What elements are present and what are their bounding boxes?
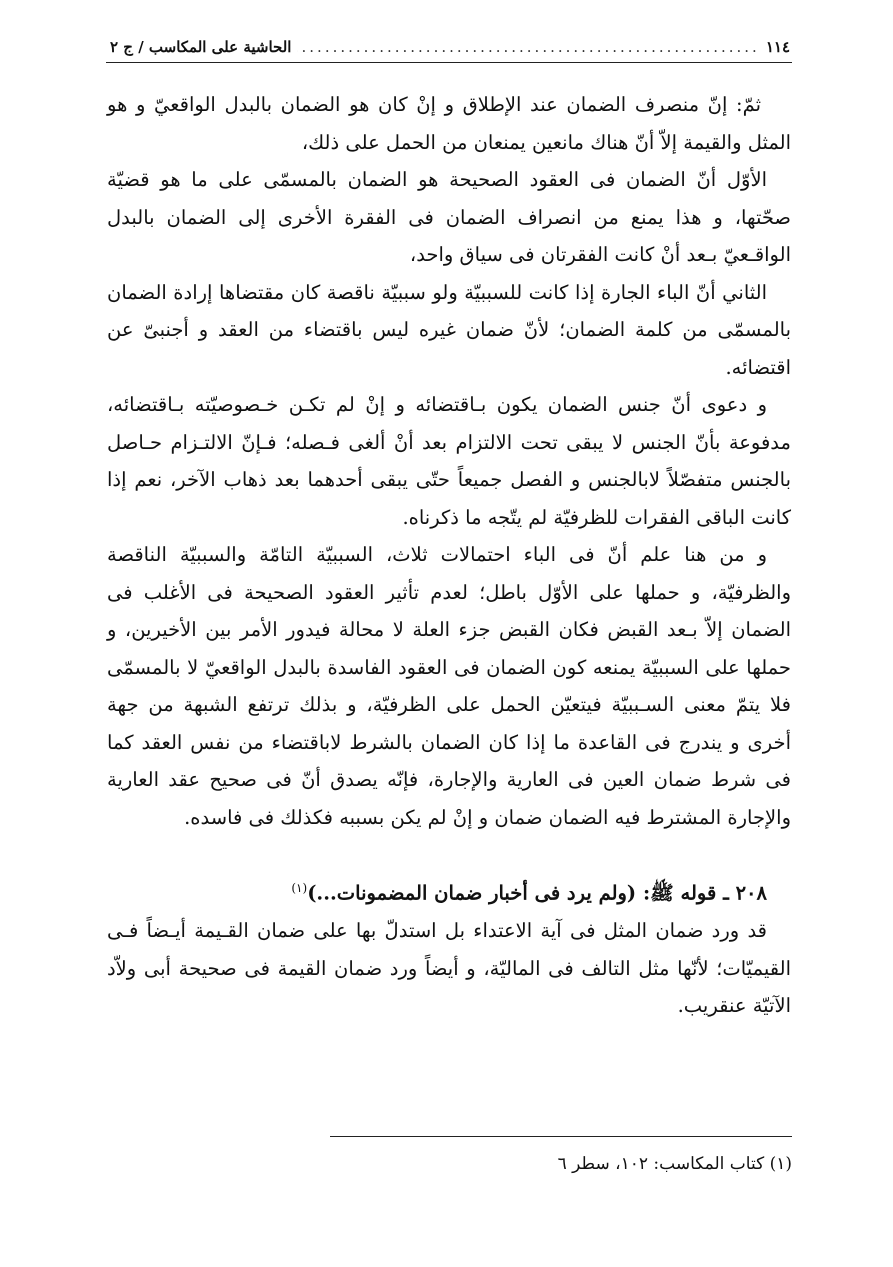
footnote-marker: (١)	[291, 881, 308, 895]
footnote: (١) كتاب المكاسب: ١٠٢، سطر ٦	[557, 1154, 792, 1174]
section-gap	[107, 836, 791, 870]
footnote-rule	[330, 1136, 792, 1137]
running-title: الحاشية على المكاسب / ج ٢	[110, 38, 292, 56]
paragraph: قد ورد ضمان المثل فى آية الاعتداء بل استدلّ بها على ضمان القـيمة أيـضاً فـى القيميّات؛ لأنّها مثل التالف فى الماليّة، و أيضاً ورد ضمان القيمة فى صحيحة أبى ولاّد الآتيّة عنقريب.	[107, 919, 791, 1017]
paragraph: و دعوى أنّ جنس الضمان يكون بـاقتضائه و إنْ لم تكـن خـصوصيّته بـاقتضائه، مدفوعة بأنّ الجنس لا يبقى تحت الالتزام بعد أنْ ألغى فـصله؛ فـإنّ الالتـزام حـاصل بالجنس متفصّلاً لابالجنس و الفصل جميعاً حتّى يبقى أحدهما بعد ذهاب الآخر، نعم إذا كانت الباقى الفقرات للظرفيّة لم يتّجه ما ذكرناه.	[107, 393, 791, 529]
paragraph: الأوّل أنّ الضمان فى العقود الصحيحة هو الضمان بالمسمّى على ما هو قضيّة صحّتها، و هذا يمنع من انصراف الضمان فى الفقرة الأخرى إلى الضمان بالبدل الواقـعيّ بـعد أنْ كانت الفقرتان فى سياق واحد،	[107, 168, 791, 266]
paragraph: ثمّ: إنّ منصرف الضمان عند الإطلاق و إنْ كان هو الضمان بالبدل الواقعيّ و هو المثل والقيمة إلاّ أنّ هناك مانعين يمنعان من الحمل على ذلك،	[107, 93, 791, 154]
header-rule	[106, 62, 792, 63]
page-number: ١١٤	[765, 38, 790, 56]
paragraph: الثاني أنّ الباء الجارة إذا كانت للسببيّة ولو سببيّة ناقصة كان مقتضاها إرادة الضمان بالمسمّى من كلمة الضمان؛ لأنّ ضمان غيره ليس باقتضاء من العقد و أجنبىّ عن اقتضائه.	[107, 280, 791, 379]
leader-dots	[297, 38, 759, 56]
paragraph: و من هنا علم أنّ فى الباء احتمالات ثلاث، السببيّة التامّة والسببيّة الناقصة والظرفيّة، و حملها على الأوّل باطل؛ لعدم تأثير العقود الصحيحة فى الأغلب فى الضمان إلاّ بـعد القبض فكان القبض جزء العلة لا محالة فيدور الأمر بين الأخيرين، و حملها على السببيّة يمنعه كون الضمان فى العقود الفاسدة بالبدل الواقعيّ لا بالمسمّى فلا يتمّ معنى السـببيّة فيتعيّن الحمل على الظرفيّة، و بذلك ترتفع الشبهة من جهة أخرى و يندرج فى القاعدة ما إذا كان الضمان بالشرط لاباقتضاء من نفس العقد كما فى شرط ضمان العين فى العارية والإجارة، فإنّه يصدق أنّ فى صحيح عقد العارية والإجارة المشترط فيه الضمان ضمان و إنْ لم يكن بسببه فكذلك فى فاسده.	[107, 543, 792, 829]
section-heading-text: ٢٠٨ ـ قوله ﷺ: (ولم يرد فى أخبار ضمان المضمونات...)	[307, 881, 767, 905]
section-heading	[107, 870, 791, 912]
main-text	[107, 86, 791, 1025]
running-header	[110, 36, 790, 58]
